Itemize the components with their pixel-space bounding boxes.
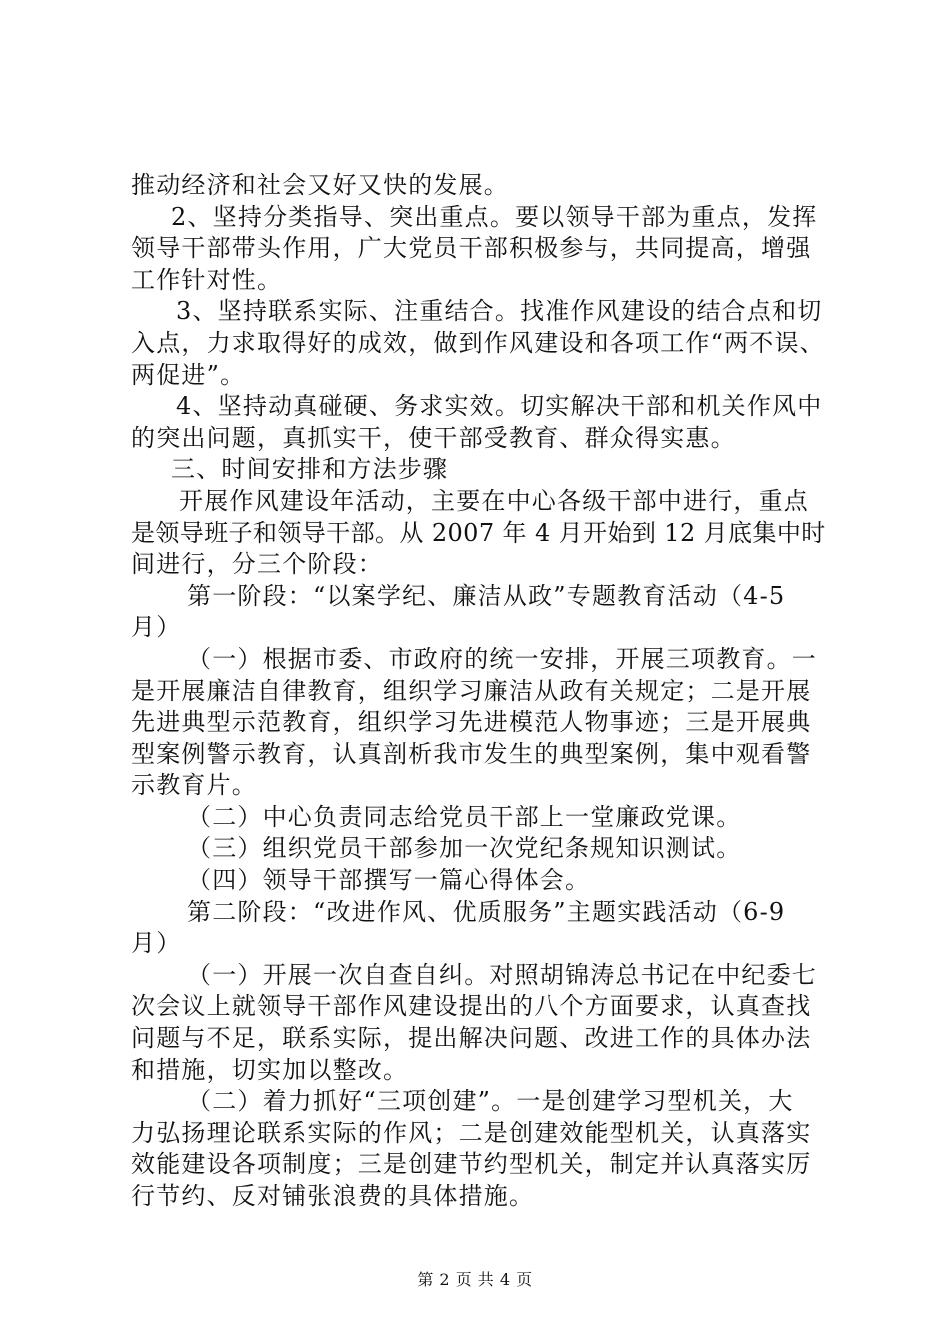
text-line: 型案例警示教育，认真剖析我市发生的典型案例，集中观看警 (131, 739, 812, 768)
text-line: 先进典型示范教育，组织学习先进模范人物事迹；三是开展典 (131, 708, 812, 737)
text-line: 第二阶段：“改进作风、优质服务”主题实践活动（6-9 (187, 897, 786, 926)
text-line: 第一阶段：“以案学纪、廉洁从政”专题教育活动（4-5 (187, 581, 786, 610)
text-line: 入点，力求取得好的成效，做到作风建设和各项工作“两不误、 (131, 328, 825, 357)
text-line: 工作针对性。 (131, 265, 283, 294)
text-line: 开展作风建设年活动，主要在中心各级干部中进行，重点 (179, 486, 809, 515)
text-line: （一）开展一次自查自纠。对照胡锦涛总书记在中纪委七 (187, 960, 817, 989)
text-line: 3、坚持联系实际、注重结合。找准作风建设的结合点和切 (176, 297, 823, 326)
text-line: （二）中心负责同志给党员干部上一堂廉政党课。 (187, 802, 742, 831)
text-line: 4、坚持动真碰硬、务求实效。切实解决干部和机关作风中 (176, 392, 823, 421)
text-line: （四）领导干部撰写一篇心得体会。 (187, 866, 591, 895)
text-line: 效能建设各项制度；三是创建节约型机关，制定并认真落实厉 (131, 1150, 812, 1179)
text-line: （二）着力抓好“三项创建”。一是创建学习型机关，大 (187, 1087, 794, 1116)
text-line: 推动经济和社会又好又快的发展。 (131, 171, 509, 199)
text-line: 2、坚持分类指导、突出重点。要以领导干部为重点，发挥 (171, 202, 818, 231)
text-line: 两促进”。 (131, 360, 246, 389)
text-line: 间进行，分三个阶段： (131, 550, 383, 579)
text-line: 次会议上就领导干部作风建设提出的八个方面要求，认真查找 (131, 992, 812, 1021)
text-line: 和措施，切实加以整改。 (131, 1055, 409, 1084)
text-line: 月） (131, 929, 182, 958)
text-line: 是开展廉洁自律教育，组织学习廉洁从政有关规定；二是开展 (131, 676, 812, 705)
text-line: （三）组织党员干部参加一次党纪条规知识测试。 (187, 834, 742, 863)
text-line: （一）根据市委、市政府的统一安排，开展三项教育。一 (187, 644, 817, 673)
text-line: 问题与不足，联系实际，提出解决问题、改进工作的具体办法 (131, 1024, 812, 1053)
text-line: 领导干部带头作用，广大党员干部积极参与，共同提高，增强 (131, 234, 812, 263)
page-footer: 第 2 页 共 4 页 (417, 1270, 533, 1289)
text-line: 力弘扬理论联系实际的作风；二是创建效能型机关，认真落实 (131, 1118, 812, 1147)
text-line: 的突出问题，真抓实干，使干部受教育、群众得实惠。 (131, 423, 736, 452)
text-line: 示教育片。 (131, 771, 257, 800)
text-line: 是领导班子和领导干部。从 2007 年 4 月开始到 12 月底集中时 (131, 518, 826, 547)
text-line: 月） (131, 613, 182, 642)
text-line: 行节约、反对铺张浪费的具体措施。 (131, 1182, 535, 1210)
text-line: 三、时间安排和方法步骤 (171, 455, 449, 484)
document-body (131, 170, 831, 1213)
